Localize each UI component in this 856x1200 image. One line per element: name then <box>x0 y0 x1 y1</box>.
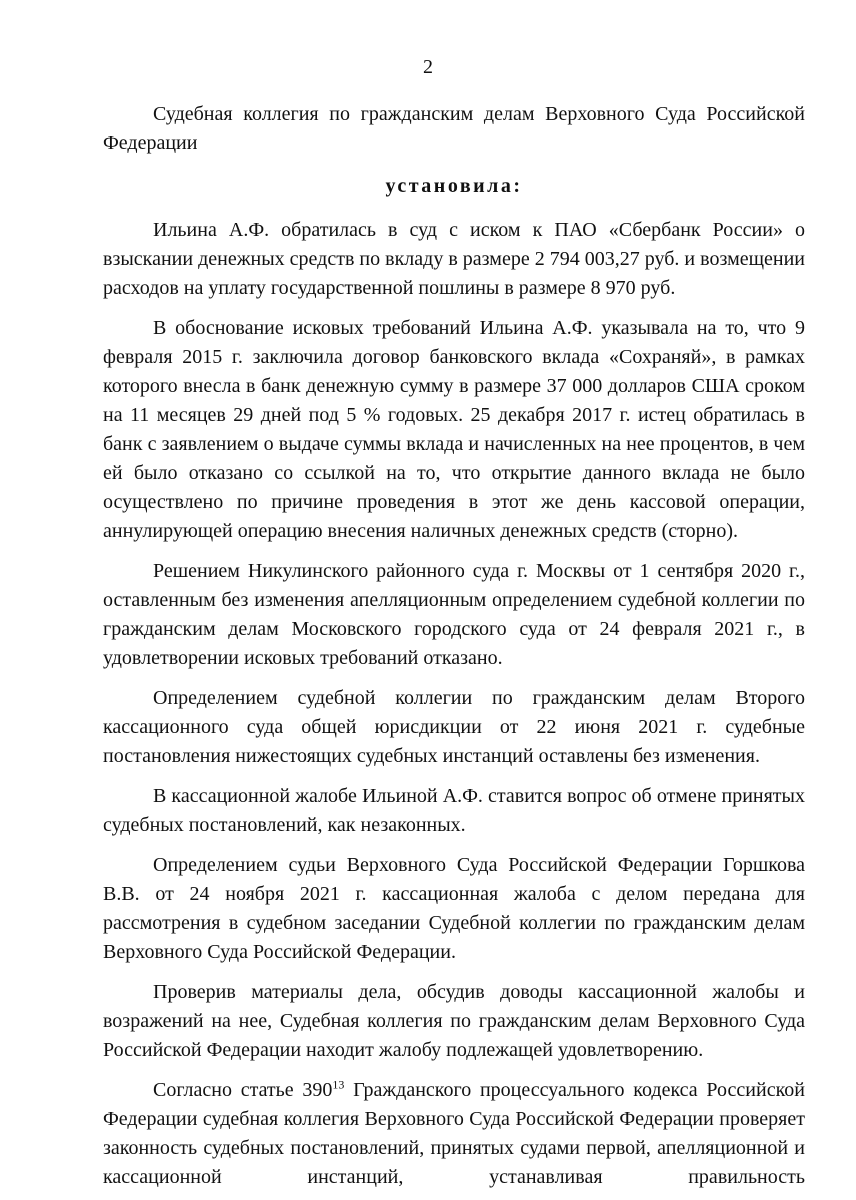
paragraph-first-instance: Решением Никулинского районного суда г. Москвы от 1 сентября 2020 г., оставленным без изменения апелляционным определением судебной коллегии по гражданским делам Московского городского суда от 24 февраля 2021 г., в удовлетворении исковых требований отказано. <box>103 560 805 669</box>
paragraph-grounds: В обоснование исковых требований Ильина А.Ф. указывала на то, что 9 февраля 2015 г. заключила договор банковского вклада «Сохраняй», в рамках которого внесла в банк денежную сумму в размере 37 000 долларов США сроком на 11 месяцев 29 дней под 5 % годовых. 25 декабря 2017 г. истец обратилась в банк с заявлением о выдаче суммы вклада и начисленных на нее процентов, в чем ей было отказано со ссылкой на то, что открытие данного вклада не было осуществлено по причине проведения в этот же день кассовой операции, аннулирующей операцию внесения наличных денежных средств (сторно). <box>103 317 805 542</box>
statute-superscript: 13 <box>332 1077 345 1092</box>
statute-text-after: Гражданского процессуального кодекса Российской Федерации судебная коллегия Верховного Суда Российской Федерации проверяет законность судебных постановлений, принятых судами первой, апелляционной и кассационной инстанций, устанавливая правильность <box>103 1079 805 1188</box>
paragraph-cassation-court: Определением судебной коллегии по гражданским делам Второго кассационного суда общей юрисдикции от 22 июня 2021 г. судебные постановления нижестоящих судебных инстанций оставлены без изменения. <box>103 687 805 767</box>
section-heading: установила: <box>385 175 523 197</box>
statute-text-before: Согласно статье 390 <box>153 1079 333 1101</box>
paragraph-transfer: Определением судьи Верховного Суда Российской Федерации Горшкова В.В. от 24 ноября 2021 г. кассационная жалоба с делом передана для рассмотрения в судебном заседании Судебной коллегии по гражданским делам Верховного Суда Российской Федерации. <box>103 854 805 963</box>
paragraph-review: Проверив материалы дела, обсудив доводы кассационной жалобы и возражений на нее, Судебная коллегия по гражданским делам Верховного Суда Российской Федерации находит жалобу подлежащей удовлетворению. <box>103 981 805 1061</box>
intro-paragraph: Судебная коллегия по гражданским делам Верховного Суда Российской Федерации <box>103 103 805 154</box>
document-body <box>103 100 805 1192</box>
paragraph-claim: Ильина А.Ф. обратилась в суд с иском к ПАО «Сбербанк России» о взыскании денежных средств по вкладу в размере 2 794 003,27 руб. и возмещении расходов на уплату государственной пошлины в размере 8 970 руб. <box>103 219 805 299</box>
page-number: 2 <box>423 56 433 78</box>
paragraph-statute <box>103 1076 805 1192</box>
paragraph-complaint: В кассационной жалобе Ильиной А.Ф. ставится вопрос об отмене принятых судебных постановлений, как незаконных. <box>103 785 805 836</box>
